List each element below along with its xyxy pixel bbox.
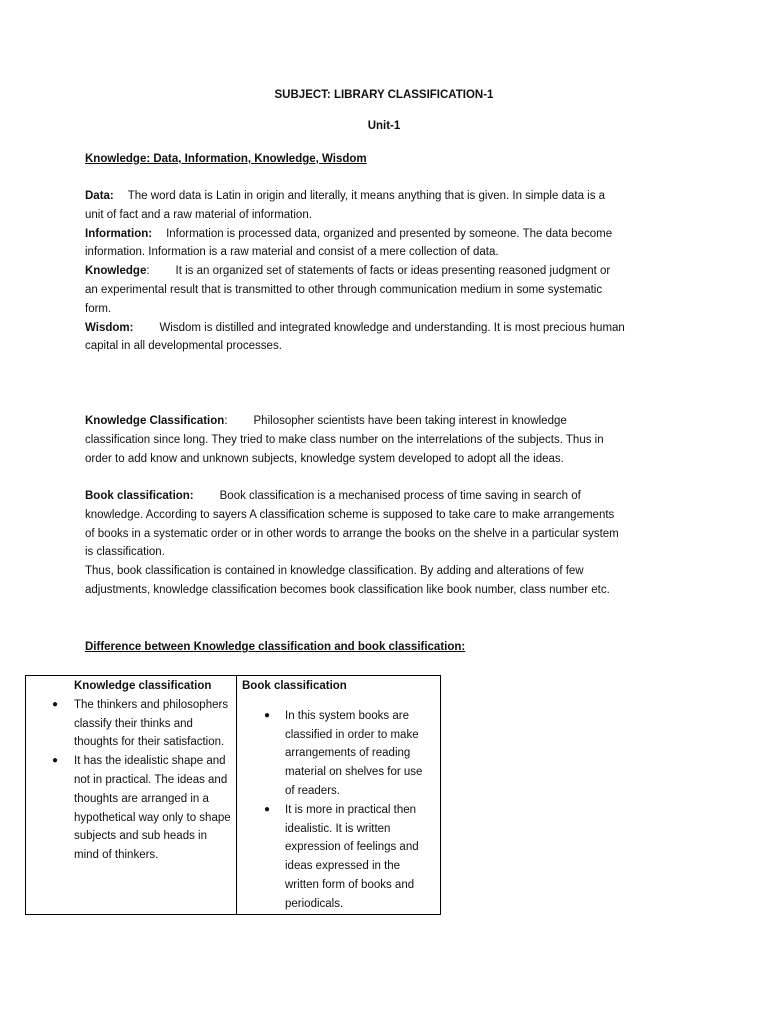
list-item [237,707,440,801]
definition-data [85,187,625,225]
definition-knowledge-text: It is an organized set of statements of facts or ideas presenting reasoned judgment or an experimental result that is transmitted to other through communication medium in some systematic form. [85,265,611,315]
definition-wisdom [85,319,625,357]
book-classification-header: Book classification [242,680,347,692]
section-heading [85,150,625,169]
knowledge-classification-term: Knowledge Classification [85,415,225,427]
definition-knowledge-suffix: : [146,265,150,278]
definition-data-text: The word data is Latin in origin and literally, it means anything that is given. In simple data is a unit of fact and a raw material of information. [85,190,606,221]
list-item-text: The thinkers and philosophers classify their thinks and thoughts for their satisfaction. [74,698,229,749]
book-classification-cell [237,676,441,915]
book-classification-paragraph [85,487,625,600]
list-item [26,696,236,752]
definition-information-text: Information is processed data, organized and presented by someone. The data become information. Information is a raw material and consist of a mere collection of data. [85,227,613,259]
definition-wisdom-text: Wisdom is distilled and integrated knowledge and understanding. It is most precious human capital in all developmental processes. [85,321,625,353]
book-classification-followup: Thus, book classification is contained in knowledge classification. By adding and alterations of few adjustments, knowledge classification becomes book classification like book number, class number etc. [85,565,610,596]
bullet-icon: ● [264,709,271,721]
list-item-text: It is more in practical then idealistic. It is written expression of feelings and ideas expressed in the written form of books and periodicals. [285,803,419,910]
definition-knowledge [85,262,625,318]
knowledge-classification-header: Knowledge classification [74,680,212,692]
definition-wisdom-term: Wisdom: [85,321,134,334]
book-classification-text: Book classification is a mechanised process of time saving in search of knowledge. According to sayers A classification scheme is supposed to take care to make arrangements of books in a systematic order or in other words to arrange the books on the shelve in a particular system is classification. [85,490,619,559]
definitions-block [85,187,625,356]
definition-information [85,225,625,263]
section-heading-text: Knowledge: Data, Information, Knowledge, Wisdom [85,153,367,165]
table-row [26,676,441,915]
definition-knowledge-term: Knowledge [85,265,147,278]
book-classification-term: Book classification: [85,490,194,502]
book-classification-definition [85,487,625,562]
difference-table [25,675,441,915]
knowledge-classification-text: Philosopher scientists have been taking interest in knowledge classification since long. They tried to make class number on the interrelations of the subjects. Thus in order to add know and unknown subjects, knowledge system developed to adopt all the ideas. [85,415,604,465]
definition-data-term: Data: [85,190,114,202]
knowledge-classification-suffix: : [224,415,228,427]
book-classification-list [237,707,440,914]
knowledge-classification-cell [26,676,237,915]
list-item-text: It has the idealistic shape and not in practical. The ideas and thoughts are arranged in a hypothetical way only to shape subjects and sub heads in mind of thinkers. [74,755,231,862]
difference-heading-text: Difference between Knowledge classification and book classification: [85,641,466,653]
list-item-text: In this system books are classified in order to make arrangements of reading material on shelves for use of readers. [285,709,423,797]
knowledge-classification-paragraph [85,412,625,468]
subject-title: SUBJECT: LIBRARY CLASSIFICATION-1 [274,89,494,101]
unit-title: Unit-1 [367,120,401,132]
difference-heading [85,638,625,657]
knowledge-classification-list [26,696,236,865]
bullet-icon: ● [264,803,271,815]
bullet-icon: ● [52,755,59,767]
list-item [26,752,236,865]
list-item [237,801,440,914]
bullet-icon: ● [52,698,59,710]
definition-information-term: Information: [85,227,153,240]
